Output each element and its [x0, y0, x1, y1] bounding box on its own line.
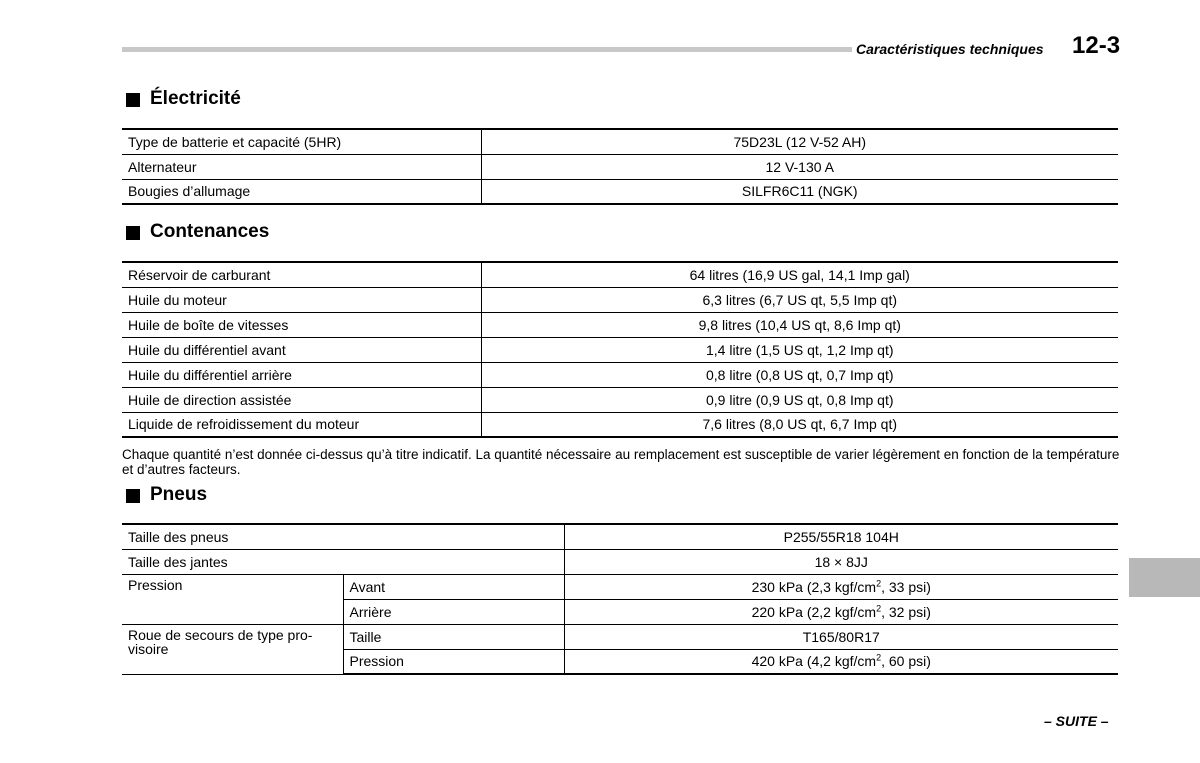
table-row	[122, 387, 1118, 412]
square-bullet-icon	[126, 489, 140, 503]
chapter-tab	[1129, 558, 1200, 597]
row-label: Alternateur	[122, 154, 481, 179]
section-heading-electricite	[126, 88, 241, 110]
row-label: Taille des jantes	[122, 549, 564, 574]
row-sublabel: Arrière	[343, 599, 564, 624]
row-label: Huile du différentiel avant	[122, 337, 481, 362]
row-value: 7,6 litres (8,0 US qt, 6,7 Imp qt)	[481, 412, 1118, 437]
table-row	[122, 179, 1118, 204]
row-value: 230 kPa (2,3 kgf/$cm^2$, 33 psi)	[564, 574, 1118, 599]
row-value: SILFR6C11 (NGK)	[481, 179, 1118, 204]
row-label: Huile du moteur	[122, 287, 481, 312]
row-label: Huile de boîte de vitesses	[122, 312, 481, 337]
square-bullet-icon	[126, 226, 140, 240]
table-row	[122, 262, 1118, 287]
row-sublabel: Pression	[343, 649, 564, 674]
row-value: 12 V-130 A	[481, 154, 1118, 179]
table-row	[122, 287, 1118, 312]
table-row	[122, 524, 1118, 549]
row-label: Huile de direction assistée	[122, 387, 481, 412]
row-label: Pression	[122, 574, 343, 624]
continue-label: – SUITE –	[1044, 713, 1109, 729]
row-value: T165/80R17	[564, 624, 1118, 649]
section-title: Électricité	[150, 88, 241, 109]
row-label: Roue de secours de type pro-visoire	[122, 624, 343, 674]
row-value: 6,3 litres (6,7 US qt, 5,5 Imp qt)	[481, 287, 1118, 312]
section-heading-contenances	[126, 221, 269, 243]
row-value: 18 × 8JJ	[564, 549, 1118, 574]
table-row	[122, 412, 1118, 437]
row-value: 64 litres (16,9 US gal, 14,1 Imp gal)	[481, 262, 1118, 287]
row-sublabel: Avant	[343, 574, 564, 599]
table-row	[122, 549, 1118, 574]
section-title: Contenances	[150, 221, 270, 242]
table-row	[122, 624, 1118, 649]
square-bullet-icon	[126, 93, 140, 107]
capacities-table	[122, 261, 1118, 438]
capacities-note: Chaque quantité n’est donnée ci-dessus qu’à titre indicatif. La quantité nécessaire au remplacement est susceptible de varier légèrement en fonction de la température et d’autres facteurs.	[122, 447, 1120, 477]
row-label: Réservoir de carburant	[122, 262, 481, 287]
table-row	[122, 362, 1118, 387]
electricity-table	[122, 128, 1118, 205]
header-title: Caractéristiques techniques	[856, 41, 1044, 57]
row-label: Type de batterie et capacité (5HR)	[122, 129, 481, 154]
row-value: 420 kPa (4,2 kgf/$cm^2$, 60 psi)	[564, 649, 1118, 674]
section-title: Pneus	[150, 484, 208, 505]
row-value: P255/55R18 104H	[564, 524, 1118, 549]
row-value: 75D23L (12 V-52 AH)	[481, 129, 1118, 154]
row-value: 0,8 litre (0,8 US qt, 0,7 Imp qt)	[481, 362, 1118, 387]
row-value: 9,8 litres (10,4 US qt, 8,6 Imp qt)	[481, 312, 1118, 337]
row-sublabel: Taille	[343, 624, 564, 649]
row-value: 0,9 litre (0,9 US qt, 0,8 Imp qt)	[481, 387, 1118, 412]
table-row	[122, 574, 1118, 599]
row-value: 220 kPa (2,2 kgf/$cm^2$, 32 psi)	[564, 599, 1118, 624]
row-label: Bougies d’allumage	[122, 179, 481, 204]
page-number: 12-3	[1072, 32, 1121, 59]
row-value: 1,4 litre (1,5 US qt, 1,2 Imp qt)	[481, 337, 1118, 362]
row-label: Taille des pneus	[122, 524, 564, 549]
row-label: Liquide de refroidissement du moteur	[122, 412, 481, 437]
tires-table	[122, 523, 1118, 675]
table-row	[122, 129, 1118, 154]
table-row	[122, 337, 1118, 362]
header-rule	[122, 47, 852, 52]
section-heading-pneus	[126, 484, 207, 506]
table-row	[122, 154, 1118, 179]
table-row	[122, 312, 1118, 337]
row-label: Huile du différentiel arrière	[122, 362, 481, 387]
